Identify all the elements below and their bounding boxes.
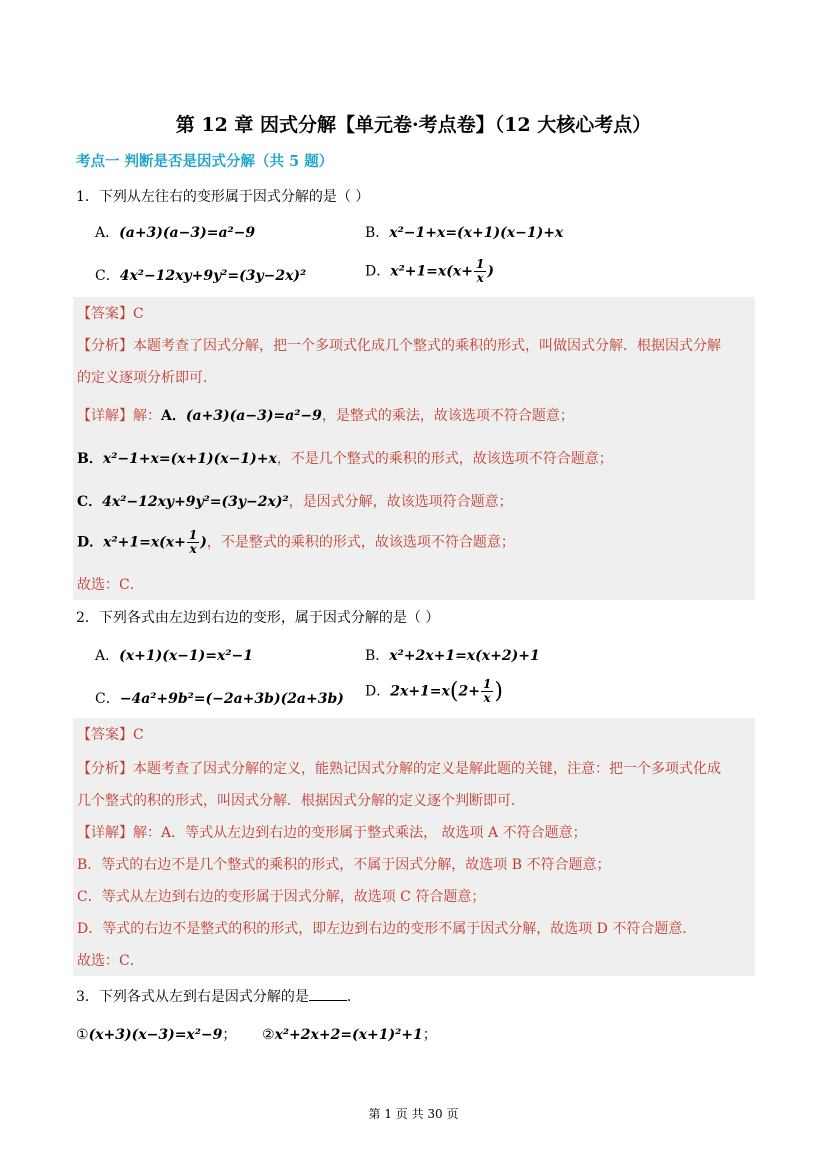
q1-detail-d: D．x²+1=x(x+ $\frac{1}{x}$ )，不是整式的乘积的形式，故该选项不符合题意；: [77, 528, 515, 556]
q2-answer-box: [73, 718, 755, 976]
q1-detail-c: C．4x²−12xy+9y²=(3y−2x)²，是因式分解，故该选项符合题意；: [77, 494, 513, 510]
q3-item-1: ①(x+3)(x−3)=x²−9；: [76, 1027, 237, 1043]
q1-choose: 故选：C．: [77, 577, 144, 593]
q1-option-c: C．4x²−12xy+9y²=(3y−2x)²: [95, 268, 307, 284]
answer-blank: [309, 988, 347, 1001]
q1-analysis-line1: 【分析】本题考查了因式分解，把一个多项式化成几个整式的乘积的形式，叫做因式分解．根据因式分解: [77, 338, 721, 354]
q3-item-2: ②x²+2x+2=(x+1)²+1；: [262, 1027, 437, 1043]
section-heading: 考点一 判断是否是因式分解（共 5 题）: [76, 153, 334, 170]
question-1-stem: 1．下列从左往右的变形属于因式分解的是（ ）: [76, 189, 370, 205]
question-3-stem: 3．下列各式从左到右是因式分解的是 ．: [76, 989, 361, 1005]
q2-option-a: A．(x+1)(x−1)=x²−1: [95, 648, 253, 664]
q1-detail-b: B．x²−1+x=(x+1)(x−1)+x，不是几个整式的乘积的形式，故该选项不符合题意；: [77, 451, 613, 467]
q1-answer-box: [73, 297, 755, 600]
q1-analysis-line2: 的定义逐项分析即可．: [77, 370, 217, 386]
q2-analysis-line1: 【分析】本题考查了因式分解的定义，能熟记因式分解的定义是解此题的关键，注意：把一个多项式化成: [77, 761, 721, 777]
q2-option-d: D．2x+1=x(2+ $\frac{1}{x}$ ): [365, 677, 503, 705]
q2-detail-line3: C．等式从左边到右边的变形属于因式分解，故选项 C 符合题意；: [77, 889, 486, 905]
q1-answer: 【答案】C: [77, 306, 144, 322]
q1-option-a: A．(a+3)(a−3)=a²−9: [95, 225, 256, 241]
q2-choose: 故选：C．: [77, 953, 144, 969]
q2-detail-line4: D．等式的右边不是整式的积的形式，即左边到右边的变形不属于因式分解，故选项 D 不符合题意．: [77, 921, 697, 937]
question-2-stem: 2．下列各式由左边到右边的变形，属于因式分解的是（ ）: [76, 610, 440, 626]
q2-detail-line2: B．等式的右边不是几个整式的乘积的形式，不属于因式分解，故选项 B 不符合题意；: [77, 857, 611, 873]
page-title: 第 12 章 因式分解【单元卷·考点卷】（12 大核心考点）: [175, 114, 652, 136]
q2-answer: 【答案】C: [77, 727, 144, 743]
q1-option-d: D．x²+1=x(x+ $\frac{1}{x}$ ): [365, 257, 494, 285]
q2-detail-line1: 【详解】解：A．等式从左边到右边的变形属于整式乘法， 故选项 A 不符合题意；: [77, 825, 587, 841]
q1-option-b: B．x²−1+x=(x+1)(x−1)+x: [365, 225, 564, 241]
q1-detail-a: 【详解】解：A．(a+3)(a−3)=a²−9，是整式的乘法，故该选项不符合题意；: [77, 408, 574, 424]
q2-option-c: C．−4a²+9b²=(−2a+3b)(2a+3b): [95, 691, 344, 707]
q2-option-b: B．x²+2x+1=x(x+2)+1: [365, 648, 540, 664]
q2-analysis-line2: 几个整式的积的形式，叫因式分解．根据因式分解的定义逐个判断即可．: [77, 793, 525, 809]
page-footer: 第 1 页 共 30 页: [368, 1107, 459, 1121]
